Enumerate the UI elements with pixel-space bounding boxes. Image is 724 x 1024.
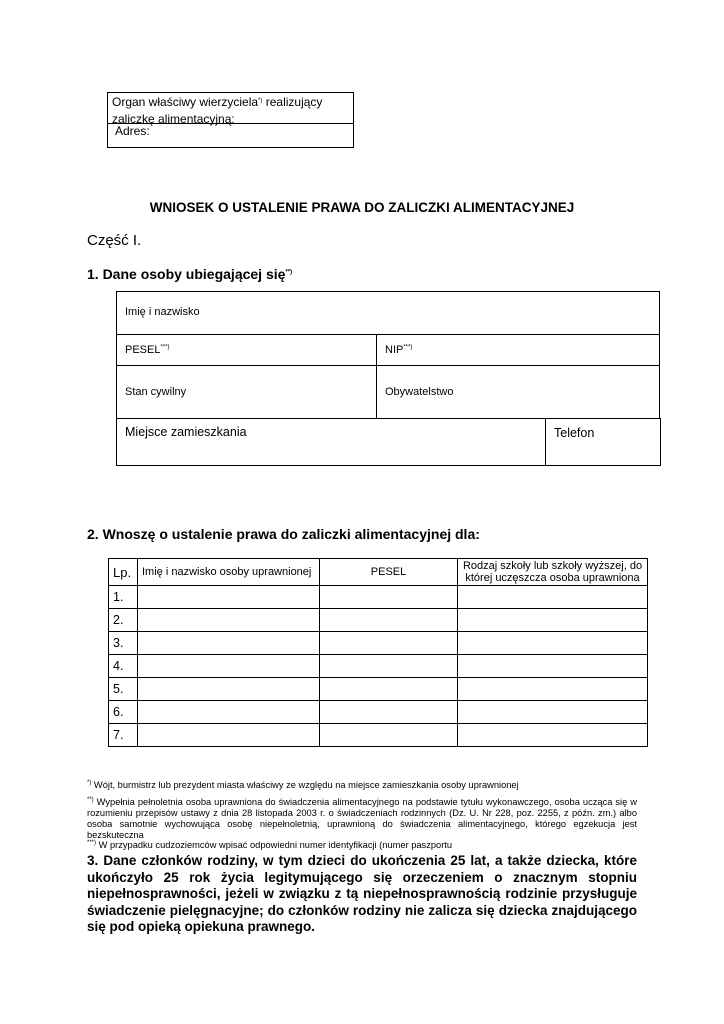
table-row: [109, 586, 648, 609]
nip-label: [385, 344, 412, 356]
section1-footnote-mark: **): [285, 269, 293, 276]
table-row: [109, 655, 648, 678]
row-number: 6.: [109, 701, 138, 724]
row-pesel-cell[interactable]: [320, 655, 458, 678]
pesel-field[interactable]: [116, 334, 377, 366]
phone-label: Telefon: [554, 426, 595, 440]
footnote-3-text: W przypadku cudzoziemców wpisać odpowiedni numer identyfikacji (numer paszportu: [96, 840, 453, 850]
row-pesel-cell[interactable]: [320, 632, 458, 655]
col-lp-header: Lp.: [109, 559, 138, 586]
row-number: 3.: [109, 632, 138, 655]
address-label: Adres:: [115, 124, 150, 138]
pesel-footnote-mark: ***): [160, 344, 170, 351]
footnote-3: [87, 840, 637, 851]
organ-box: [107, 92, 354, 148]
table-header-row: [109, 559, 648, 586]
row-school-cell[interactable]: [458, 678, 648, 701]
citizenship-field[interactable]: [376, 365, 660, 419]
row-number: 5.: [109, 678, 138, 701]
row-number: 1.: [109, 586, 138, 609]
row-name-cell[interactable]: [138, 586, 320, 609]
row-school-cell[interactable]: [458, 632, 648, 655]
row-school-cell[interactable]: [458, 655, 648, 678]
pesel-label: [125, 344, 169, 356]
row-number: 4.: [109, 655, 138, 678]
footnote-1: [87, 780, 637, 791]
footnote-1-mark: *): [87, 779, 92, 786]
organ-label-line2: zaliczkę alimentacyjną:: [112, 112, 235, 126]
name-label: Imię i nazwisko: [125, 306, 200, 318]
page-title: WNIOSEK O USTALENIE PRAWA DO ZALICZKI ALIMENTACYJNEJ: [149, 200, 575, 215]
row-name-cell[interactable]: [138, 655, 320, 678]
row-name-cell[interactable]: [138, 678, 320, 701]
row-pesel-cell[interactable]: [320, 678, 458, 701]
row-name-cell[interactable]: [138, 701, 320, 724]
footnote-3-mark: ***): [87, 839, 97, 846]
row-pesel-cell[interactable]: [320, 724, 458, 747]
organ-row: [108, 93, 353, 124]
col-pesel-header: PESEL: [320, 559, 458, 586]
nip-label-text: NIP: [385, 344, 404, 356]
civil-status-label: Stan cywilny: [125, 386, 187, 398]
table-row: [109, 724, 648, 747]
organ-label-text: Organ właściwy wierzyciela: [112, 95, 259, 109]
row-school-cell[interactable]: [458, 586, 648, 609]
nip-field[interactable]: [376, 334, 660, 366]
table-row: [109, 678, 648, 701]
row-number: 2.: [109, 609, 138, 632]
phone-field[interactable]: [545, 418, 661, 466]
footnote-2: [87, 797, 637, 841]
nip-footnote-mark: ***): [403, 344, 413, 351]
row-pesel-cell[interactable]: [320, 586, 458, 609]
col-school-header: Rodzaj szkoły lub szkoły wyższej, do której uczęszcza osoba uprawniona: [458, 559, 648, 586]
part-label: Część I.: [87, 232, 142, 249]
table-row: [109, 632, 648, 655]
row-school-cell[interactable]: [458, 701, 648, 724]
citizenship-label: Obywatelstwo: [385, 386, 454, 398]
row-number: 7.: [109, 724, 138, 747]
col-name-header: Imię i nazwisko osoby uprawnionej: [138, 559, 320, 586]
row-school-cell[interactable]: [458, 724, 648, 747]
row-name-cell[interactable]: [138, 609, 320, 632]
civil-status-field[interactable]: [116, 365, 377, 419]
footnote-1-text: Wójt, burmistrz lub prezydent miasta właściwy ze względu na miejsce zamieszkania osoby uprawnionej: [91, 780, 519, 790]
section1-heading: [87, 266, 292, 282]
name-field[interactable]: [116, 291, 660, 335]
residence-label: Miejsce zamieszkania: [125, 425, 247, 439]
section1-heading-text: 1. Dane osoby ubiegającej się: [87, 266, 286, 282]
row-school-cell[interactable]: [458, 609, 648, 632]
residence-field[interactable]: [116, 418, 546, 466]
entitled-persons-table: [108, 558, 648, 747]
row-pesel-cell[interactable]: [320, 609, 458, 632]
organ-label-tail: realizujący: [262, 95, 323, 109]
table-row: [109, 609, 648, 632]
table-row: [109, 701, 648, 724]
section3-heading: 3. Dane członków rodziny, w tym dzieci do ukończenia 25 lat, a także dziecka, które ukończyło 25 rok życia legitymującego się orzeczeniem o znacznym stopniu niepełnosprawności, jeżeli w związku z tą niepełnosprawnością rodzinie przysługuje świadczenie pielęgnacyjne; do członków rodziny nie zalicza się dziecka znajdującego się pod opieką opiekuna prawnego.: [87, 853, 637, 934]
row-pesel-cell[interactable]: [320, 701, 458, 724]
organ-label: [112, 95, 322, 126]
footnote-2-mark: **): [87, 796, 94, 803]
pesel-label-text: PESEL: [125, 344, 161, 356]
section2-heading: 2. Wnoszę o ustalenie prawa do zaliczki alimentacyjnej dla:: [87, 526, 480, 542]
footnote-2-text: Wypełnia pełnoletnia osoba uprawniona do świadczenia alimentacyjnego na podstawie tytułu wykonawczego, osoba ucząca się w rozumieniu przepisów ustawy z dnia 28 listopada 2003 r. o świadczeniach rodzinnych (Dz. U. Nr 228, poz. 2255, z późn. zm.) albo osoba samotnie wychowująca osobę niepełnoletnią, uprawnioną do świadczenia alimentacyjnego, którego egzekucja jest bezskuteczna: [87, 797, 637, 840]
row-name-cell[interactable]: [138, 632, 320, 655]
organ-footnote-mark: *): [258, 98, 263, 104]
row-name-cell[interactable]: [138, 724, 320, 747]
